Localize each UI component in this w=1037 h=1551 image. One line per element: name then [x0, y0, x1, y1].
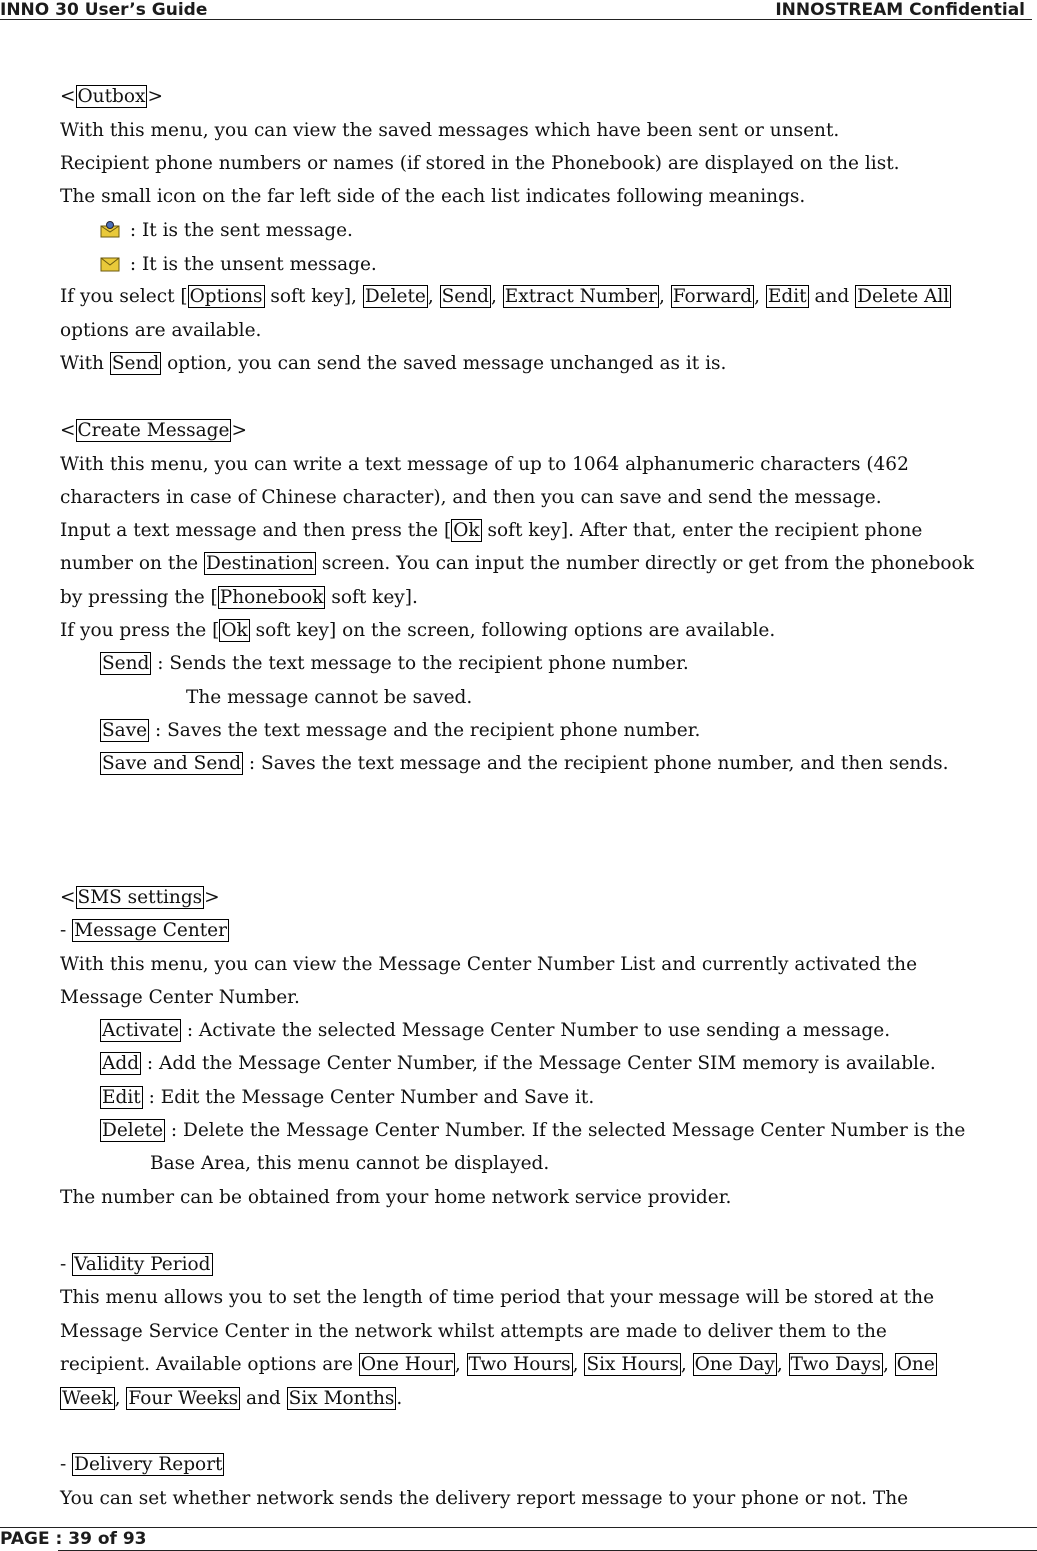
- options-key: Options: [189, 286, 263, 307]
- save-item: Save: [102, 720, 148, 741]
- mc-delete-row: Delete : Delete the Message Center Number. If the selected Message Center Number is the: [102, 1120, 966, 1141]
- outbox-sent-row: [100, 219, 353, 243]
- create-line3: Input a text message and then press the [ Ok soft key]. After that, enter the recipient phone: [60, 520, 923, 541]
- validity-period-title: Validity Period: [74, 1254, 211, 1275]
- save-and-send-item: Save and Send: [102, 753, 242, 774]
- unsent-message-label: : It is the unsent message.: [124, 254, 377, 275]
- phonebook-key: Phonebook: [219, 587, 324, 608]
- outbox-heading: < Outbox >: [60, 86, 163, 107]
- create-send-note: The message cannot be saved.: [186, 687, 473, 708]
- one-week-option-b: Week: [62, 1388, 113, 1409]
- one-hour-option: One Hour: [360, 1354, 453, 1375]
- one-day-option: One Day: [694, 1354, 775, 1375]
- ok-key: Ok: [453, 520, 480, 541]
- send-option: Send: [441, 286, 489, 307]
- mc-heading: - Message Center: [60, 920, 227, 941]
- sms-heading: < SMS settings >: [60, 887, 220, 908]
- header-rule: [0, 19, 1032, 20]
- edit-option: Edit: [767, 286, 807, 307]
- send-item: Send: [102, 653, 150, 674]
- mc-delete-note: Base Area, this menu cannot be displayed.: [150, 1153, 550, 1174]
- create-save-row: Save : Saves the text message and the recipient phone number.: [102, 720, 701, 741]
- dr-line1: You can set whether network sends the delivery report message to your phone or not. The: [60, 1488, 909, 1509]
- create-line1: With this menu, you can write a text message of up to 1064 alphanumeric characters (462: [60, 454, 909, 475]
- six-months-option: Six Months: [288, 1388, 395, 1409]
- outbox-line3: The small icon on the far left side of the each list indicates following meanings.: [60, 186, 806, 207]
- extract-number-option: Extract Number: [504, 286, 657, 307]
- dr-heading: - Delivery Report: [60, 1454, 223, 1475]
- delete-all-option: Delete All: [857, 286, 950, 307]
- footer-rule: [0, 1527, 1037, 1528]
- forward-option: Forward: [672, 286, 753, 307]
- delivery-report-title: Delivery Report: [74, 1454, 223, 1475]
- mc-edit-row: Edit : Edit the Message Center Number and Save it.: [102, 1087, 595, 1108]
- vp-line3: recipient. Available options are One Hour , Two Hours , Six Hours , One Day , Two Days , One: [60, 1354, 935, 1375]
- outbox-title: Outbox: [77, 86, 146, 107]
- edit-item: Edit: [102, 1087, 141, 1108]
- create-line5: by pressing the [ Phonebook soft key].: [60, 587, 418, 608]
- outbox-options-end: options are available.: [60, 320, 262, 341]
- outbox-unsent-row: [100, 253, 377, 277]
- outbox-line1: With this menu, you can view the saved messages which have been sent or unsent.: [60, 120, 840, 141]
- message-center-title: Message Center: [74, 920, 227, 941]
- send-option-ref: Send: [111, 353, 160, 374]
- two-days-option: Two Days: [790, 1354, 881, 1375]
- sent-message-icon: [100, 221, 120, 238]
- ok-key-2: Ok: [221, 620, 248, 641]
- header-left: INNO 30 User’s Guide: [0, 0, 208, 20]
- create-title: Create Message: [77, 420, 230, 441]
- vp-line1: This menu allows you to set the length of time period that your message will be stored at the: [60, 1287, 935, 1308]
- mc-add-row: Add : Add the Message Center Number, if the Message Center SIM memory is available.: [102, 1053, 936, 1074]
- vp-line4: Week , Four Weeks and Six Months .: [62, 1388, 403, 1409]
- vp-line2: Message Service Center in the network whilst attempts are made to deliver them to the: [60, 1321, 887, 1342]
- create-line2: characters in case of Chinese character), and then you can save and send the message.: [60, 487, 882, 508]
- two-hours-option: Two Hours: [468, 1354, 571, 1375]
- sent-message-label: : It is the sent message.: [124, 220, 353, 241]
- create-save-send-row: Save and Send : Saves the text message and the recipient phone number, and then sends.: [102, 753, 949, 774]
- activate-item: Activate: [102, 1020, 179, 1041]
- outbox-options-line: If you select [ Options soft key], Delete , Send , Extract Number , Forward , Edit and Delete All: [60, 286, 950, 307]
- one-week-option-a: One: [896, 1354, 935, 1375]
- outbox-send-line: With Send option, you can send the saved message unchanged as it is.: [60, 353, 727, 374]
- vp-heading: - Validity Period: [60, 1254, 211, 1275]
- add-item: Add: [102, 1053, 140, 1074]
- create-line6: If you press the [ Ok soft key] on the screen, following options are available.: [60, 620, 776, 641]
- six-hours-option: Six Hours: [586, 1354, 679, 1375]
- mc-note: The number can be obtained from your home network service provider.: [60, 1187, 732, 1208]
- destination-screen: Destination: [206, 553, 314, 574]
- outbox-line2: Recipient phone numbers or names (if stored in the Phonebook) are displayed on the list.: [60, 153, 900, 174]
- sms-title: SMS settings: [77, 887, 203, 908]
- create-line4: number on the Destination screen. You can input the number directly or get from the phonebook: [60, 553, 974, 574]
- unsent-message-icon: [100, 255, 120, 272]
- page-number: PAGE : 39 of 93: [0, 1529, 147, 1549]
- four-weeks-option: Four Weeks: [128, 1388, 239, 1409]
- mc-line2: Message Center Number.: [60, 987, 300, 1008]
- create-send-row: Send : Sends the text message to the recipient phone number.: [102, 653, 689, 674]
- create-heading: < Create Message >: [60, 420, 247, 441]
- header-right: INNOSTREAM Confidential: [775, 0, 1025, 20]
- mc-line1: With this menu, you can view the Message Center Number List and currently activated the: [60, 954, 918, 975]
- delete-item: Delete: [102, 1120, 164, 1141]
- mc-activate-row: Activate : Activate the selected Message Center Number to use sending a message.: [102, 1020, 891, 1041]
- delete-option: Delete: [364, 286, 426, 307]
